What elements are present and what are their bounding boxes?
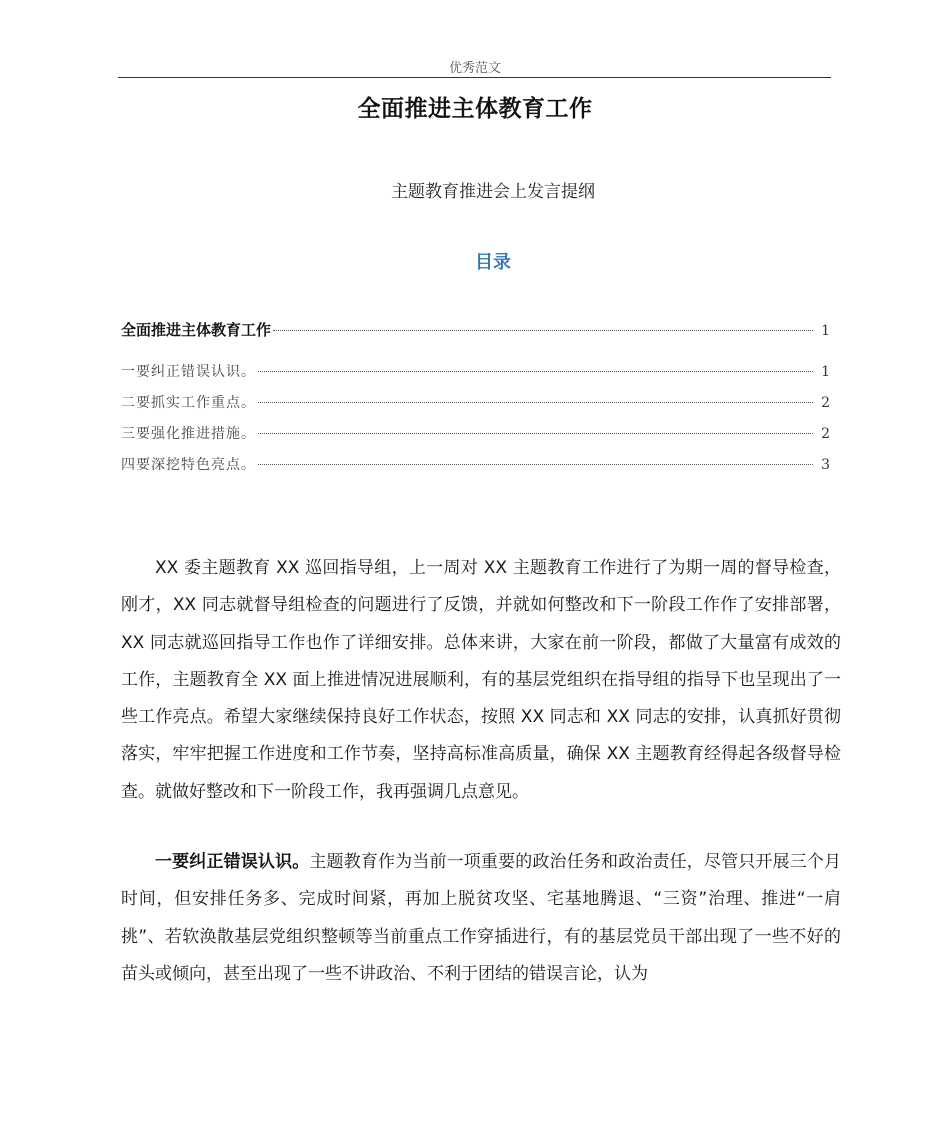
section-paragraph-text: 主题教育作为当前一项重要的政治任务和政治责任，尽管只开展三个月时间，但安排任务多、完成时间紧，再加上脱贫攻坚、宅基地腾退、“三资”治理、推进“一肩挑”、若软涣散基层党组织整顿等当前重点工作穿插进行，有的基层党员干部出现了一些不好的苗头或倾向，甚至出现了一些不讲政治、不利于团结的错误言论，认为 bbox=[121, 852, 842, 984]
toc-leader-dots bbox=[258, 402, 813, 403]
section-lead: 一要纠正错误认识。 bbox=[155, 852, 310, 872]
toc-entry-label: 全面推进主体教育工作 bbox=[121, 321, 272, 339]
toc-entry[interactable] bbox=[121, 361, 830, 381]
toc-entry-page: 1 bbox=[821, 364, 830, 380]
toc-entry-page: 2 bbox=[821, 395, 830, 411]
toc-entry[interactable] bbox=[121, 319, 830, 340]
body-text-section-1 bbox=[121, 844, 841, 993]
toc-heading: 目录 bbox=[475, 252, 511, 273]
header-divider bbox=[118, 77, 831, 78]
toc-entry[interactable] bbox=[121, 423, 830, 443]
toc-leader-dots bbox=[273, 330, 813, 331]
toc-entry-page: 3 bbox=[821, 457, 830, 473]
document-subtitle: 主题教育推进会上发言提纲 bbox=[391, 182, 595, 202]
toc-entry-label: 四要深挖特色亮点。 bbox=[121, 457, 256, 473]
toc-entry-label: 三要强化推进措施。 bbox=[121, 426, 256, 442]
document-title: 全面推进主体教育工作 bbox=[357, 96, 593, 122]
toc-entry-label: 一要纠正错误认识。 bbox=[121, 364, 256, 380]
body-text bbox=[121, 550, 841, 811]
intro-paragraph: XX 委主题教育 XX 巡回指导组，上一周对 XX 主题教育工作进行了为期一周的督导检查，刚才，XX 同志就督导组检查的问题进行了反馈，并就如何整改和下一阶段工作作了安排部署，XX 同志就巡回指导工作也作了详细安排。总体来讲，大家在前一阶段，都做了大量富有成效的工作，主题教育全 XX 面上推进情况进展顺利，有的基层党组织在指导组的指导下也呈现出了一些工作亮点。希望大家继续保持良好工作状态，按照 XX 同志和 XX 同志的安排，认真抓好贯彻落实，牢牢把握工作进度和工作节奏，坚持高标准高质量，确保 XX 主题教育经得起各级督导检查。就做好整改和下一阶段工作，我再强调几点意见。 bbox=[121, 558, 841, 802]
toc-leader-dots bbox=[258, 371, 813, 372]
section-paragraph bbox=[121, 844, 841, 993]
toc-leader-dots bbox=[258, 464, 813, 465]
toc-entry[interactable] bbox=[121, 454, 830, 474]
toc-entry-page: 2 bbox=[821, 426, 830, 442]
toc-entry-page: 1 bbox=[821, 323, 830, 339]
toc-entry-label: 二要抓实工作重点。 bbox=[121, 395, 256, 411]
page-header: 优秀范文 bbox=[448, 61, 501, 76]
toc-entry[interactable] bbox=[121, 392, 830, 412]
toc-leader-dots bbox=[258, 433, 813, 434]
